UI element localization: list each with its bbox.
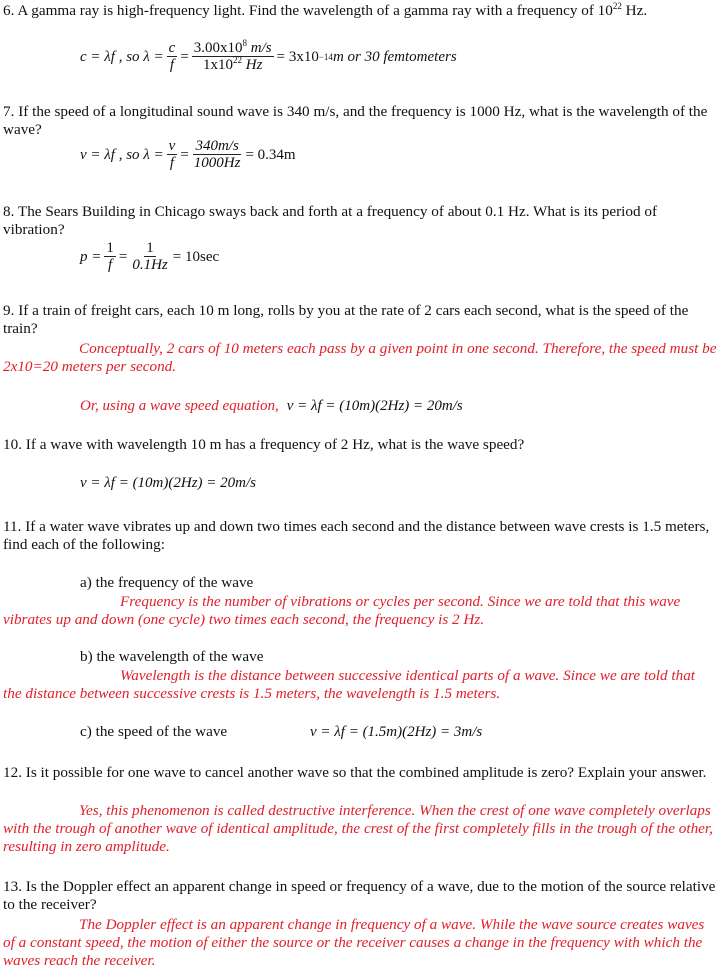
question-text: If a wave with wavelength 10 m has a frequency of 2 Hz, what is the wave speed?	[25, 436, 525, 453]
unit: Hz	[242, 57, 263, 73]
question-number: 6.	[3, 2, 15, 19]
fraction-one-over-f	[104, 240, 116, 273]
answer-11a: Frequency is the number of vibrations or cycles per second. Since we are told that this wave vibrates up and down (one cycle) two times each second, the frequency is 2 Hz.	[3, 593, 681, 628]
question-number: 9.	[3, 302, 15, 319]
question-11	[3, 518, 719, 554]
equation-11c	[310, 723, 482, 741]
equation-8	[80, 240, 219, 273]
answer-13: The Doppler effect is an apparent change in frequency of a wave. While the wave source creates waves of a constant speed, the motion of either the source or the receiver causes a change in the frequency with which the waves reach the receiver.	[3, 916, 705, 969]
numerator: c	[168, 40, 176, 56]
question-text: If a water wave vibrates up and down two times each second and the distance between wave crests is 1.5 meters, find each of the following:	[3, 518, 710, 553]
denominator: 1000Hz	[193, 155, 241, 171]
numerator: 1	[106, 240, 114, 256]
equation-10	[80, 474, 256, 492]
numerator-value: 3.00x10	[193, 40, 243, 56]
exponent: 22	[233, 55, 242, 65]
question-text: If a train of freight cars, each 10 m long, rolls by you at the rate of 2 cars each second, what is the speed of the train?	[3, 302, 689, 337]
question-number: 10.	[3, 436, 22, 453]
answer-9: Conceptually, 2 cars of 10 meters each pass by a given point in one second. Therefore, the speed must be 2x10=20 meters per second.	[3, 340, 717, 375]
equation-result: = 10sec	[172, 248, 220, 265]
equals-sign: =	[180, 146, 189, 163]
denominator: f	[169, 155, 175, 171]
numerator: 340m/s	[195, 138, 239, 154]
equation-text: v = λf = (10m)(2Hz) = 20m/s	[286, 398, 463, 414]
denominator: f	[108, 257, 113, 273]
question-11a-label: a) the frequency of the wave	[80, 574, 254, 591]
question-6	[3, 2, 719, 20]
question-text-tail: Hz.	[621, 2, 648, 19]
denominator: f	[169, 57, 175, 73]
question-text: A gamma ray is high-frequency light. Find the wavelength of a gamma ray with a frequency of 10	[17, 2, 613, 19]
equation-result: = 0.34m	[245, 146, 296, 163]
denominator: 0.1Hz	[132, 257, 168, 273]
equals-sign: =	[180, 48, 189, 65]
question-text: The Sears Building in Chicago sways back and forth at a frequency of about 0.1 Hz. What is its period of vibration?	[3, 203, 658, 238]
fraction-speed-over-frequency	[192, 40, 274, 73]
question-11c-label: c) the speed of the wave	[80, 723, 228, 740]
fraction-c-over-f	[167, 40, 178, 73]
equation-6: c = λf , so λ = $\frac{c}{f}$ = $\frac{3.00x10^8 m/s}{1x10^{22} Hz}$ = 3x10 −14 m or 30 femtometers	[80, 38, 457, 73]
denominator	[201, 57, 264, 73]
question-7	[3, 103, 719, 139]
question-11b-label: b) the wavelength of the wave	[80, 648, 264, 665]
fraction-values	[130, 240, 169, 273]
equation-text: v = λf = (10m)(2Hz) = 20m/s	[80, 475, 257, 491]
numerator: v	[168, 138, 176, 154]
equation-lhs: c = λf , so λ =	[80, 48, 164, 65]
unit: m/s	[247, 40, 272, 56]
equation-lhs: v = λf , so λ =	[80, 146, 164, 163]
question-12	[3, 764, 719, 782]
fraction-v-over-f	[167, 138, 178, 171]
equation-9	[80, 397, 463, 415]
question-text: If the speed of a longitudinal sound wave is 340 m/s, and the frequency is 1000 Hz, what is the wavelength of the wave?	[3, 103, 708, 138]
exponent: 8	[242, 38, 248, 48]
fraction-values	[192, 138, 243, 171]
question-number: 12.	[3, 764, 22, 781]
exponent: 22	[612, 0, 622, 11]
question-13	[3, 878, 719, 914]
question-8	[3, 203, 719, 239]
answer-alt-prefix: Or, using a wave speed equation,	[80, 398, 279, 414]
equation-text: v = λf = (1.5m)(2Hz) = 3m/s	[310, 724, 483, 740]
denominator-value: 1x10	[203, 57, 233, 73]
answer-11b: Wavelength is the distance between successive identical parts of a wave. Since we are told that the distance between successive crests is 1.5 meters, the wavelength is 1.5 meters.	[3, 667, 696, 702]
equation-lhs: p =	[80, 248, 102, 265]
equals-sign: =	[118, 248, 128, 265]
question-10	[3, 436, 719, 454]
equation-result-tail: m or 30 femtometers	[332, 48, 457, 65]
question-number: 11.	[3, 518, 22, 535]
question-9	[3, 302, 719, 338]
equation-7	[80, 138, 296, 171]
question-number: 8.	[3, 203, 15, 220]
answer-12: Yes, this phenomenon is called destructive interference. When the crest of one wave completely overlaps with the trough of another wave of identical amplitude, the crest of the first completely fills in the trough of the other, resulting in zero amplitude.	[3, 802, 713, 855]
numerator: 1	[146, 240, 154, 256]
question-number: 13.	[3, 878, 22, 895]
equation-result: = 3x10	[276, 48, 319, 65]
question-number: 7.	[3, 103, 15, 120]
question-text: Is it possible for one wave to cancel another wave so that the combined amplitude is zero? Explain your answer.	[25, 764, 707, 781]
question-text: Is the Doppler effect an apparent change in speed or frequency of a wave, due to the motion of the source relative to the receiver?	[3, 878, 716, 913]
